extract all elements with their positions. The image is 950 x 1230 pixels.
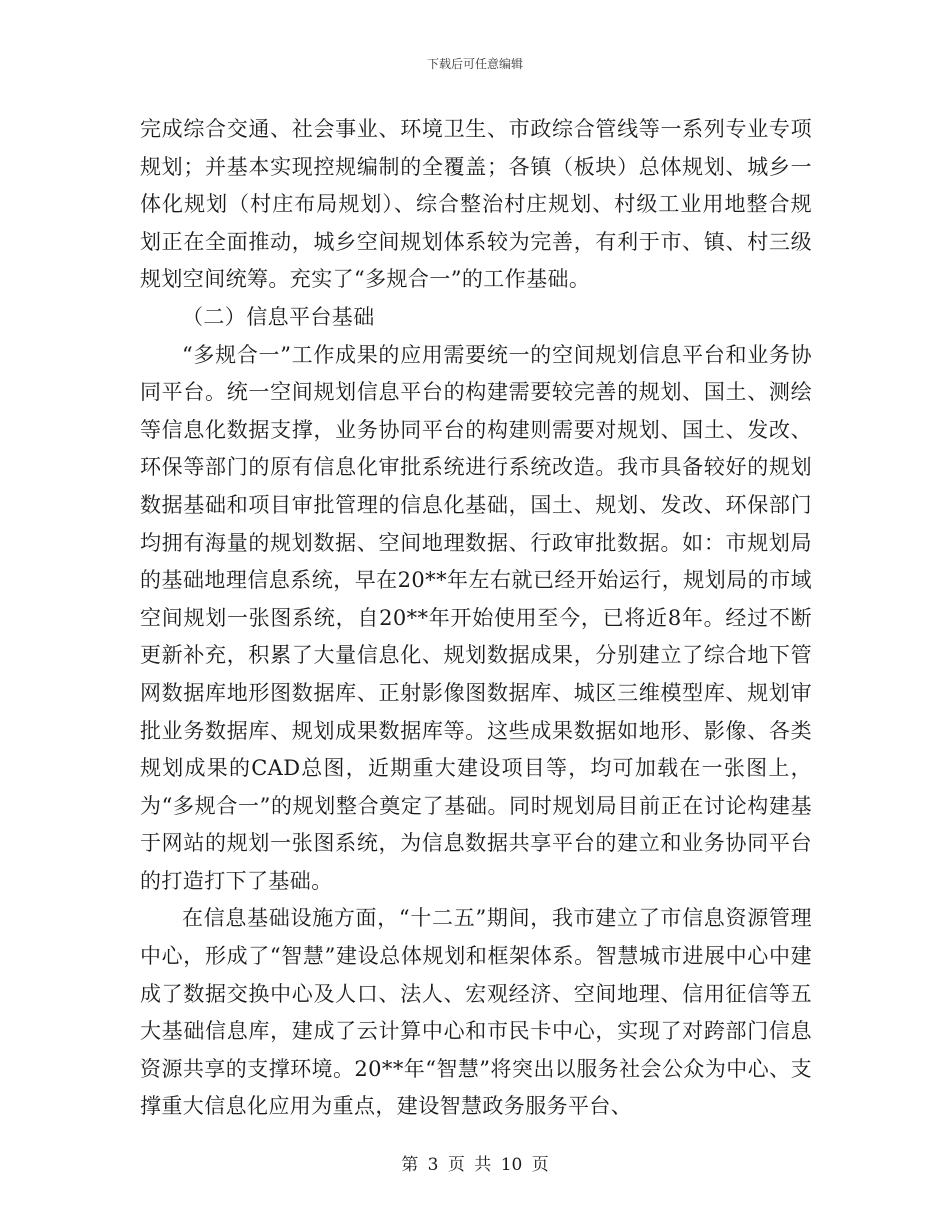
page-footer: 第 3 页 共 10 页 xyxy=(401,1155,549,1175)
page-header: 下载后可任意编辑 xyxy=(426,57,523,71)
document-body xyxy=(140,111,812,1126)
paragraph: 在信息基础设施方面，“十二五”期间，我市建立了市信息资源管理中心，形成了“智慧”建设总体规划和框架体系。智慧城市进展中心中建成了数据交换中心及人口、法人、宏观经济、空间地理、信用征信等五大基础信息库，建成了云计算中心和市民卡中心，实现了对跨部门信息资源共享的支撑环境。20**年“智慧”将突出以服务社会公众为中心、支撑重大信息化应用为重点，建设智慧政务服务平台、 xyxy=(140,906,812,1119)
paragraph-continued: 完成综合交通、社会事业、环境卫生、市政综合管线等一系列专业专项规划；并基本实现控规编制的全覆盖；各镇（板块）总体规划、城乡一体化规划（村庄布局规划）、综合整治村庄规划、村级工业用地整合规划正在全面推动，城乡空间规划体系较为完善，有利于市、镇、村三级规划空间统筹。充实了“多规合一”的工作基础。 xyxy=(140,117,812,292)
section-heading: （二）信息平台基础 xyxy=(182,304,375,329)
paragraph: “多规合一”工作成果的应用需要统一的空间规划信息平台和业务协同平台。统一空间规划信息平台的构建需要较完善的规划、国土、测绘等信息化数据支撑，业务协同平台的构建则需要对规划、国土、发改、环保等部门的原有信息化审批系统进行系统改造。我市具备较好的规划数据基础和项目审批管理的信息化基础，国土、规划、发改、环保部门均拥有海量的规划数据、空间地理数据、行政审批数据。如：市规划局的基础地理信息系统，早在20**年左右就已经开始运行，规划局的市域空间规划一张图系统，自20**年开始使用至今，已将近8年。经过不断更新补充，积累了大量信息化、规划数据成果，分别建立了综合地下管网数据库地形图数据库、正射影像图数据库、城区三维模型库、规划审批业务数据库、规划成果数据库等。这些成果数据如地形、影像、各类规划成果的CAD总图，近期重大建设项目等，均可加载在一张图上，为“多规合一”的规划整合奠定了基础。同时规划局目前正在讨论构建基于网站的规划一张图系统，为信息数据共享平台的建立和业务协同平台的打造打下了基础。 xyxy=(140,342,812,893)
